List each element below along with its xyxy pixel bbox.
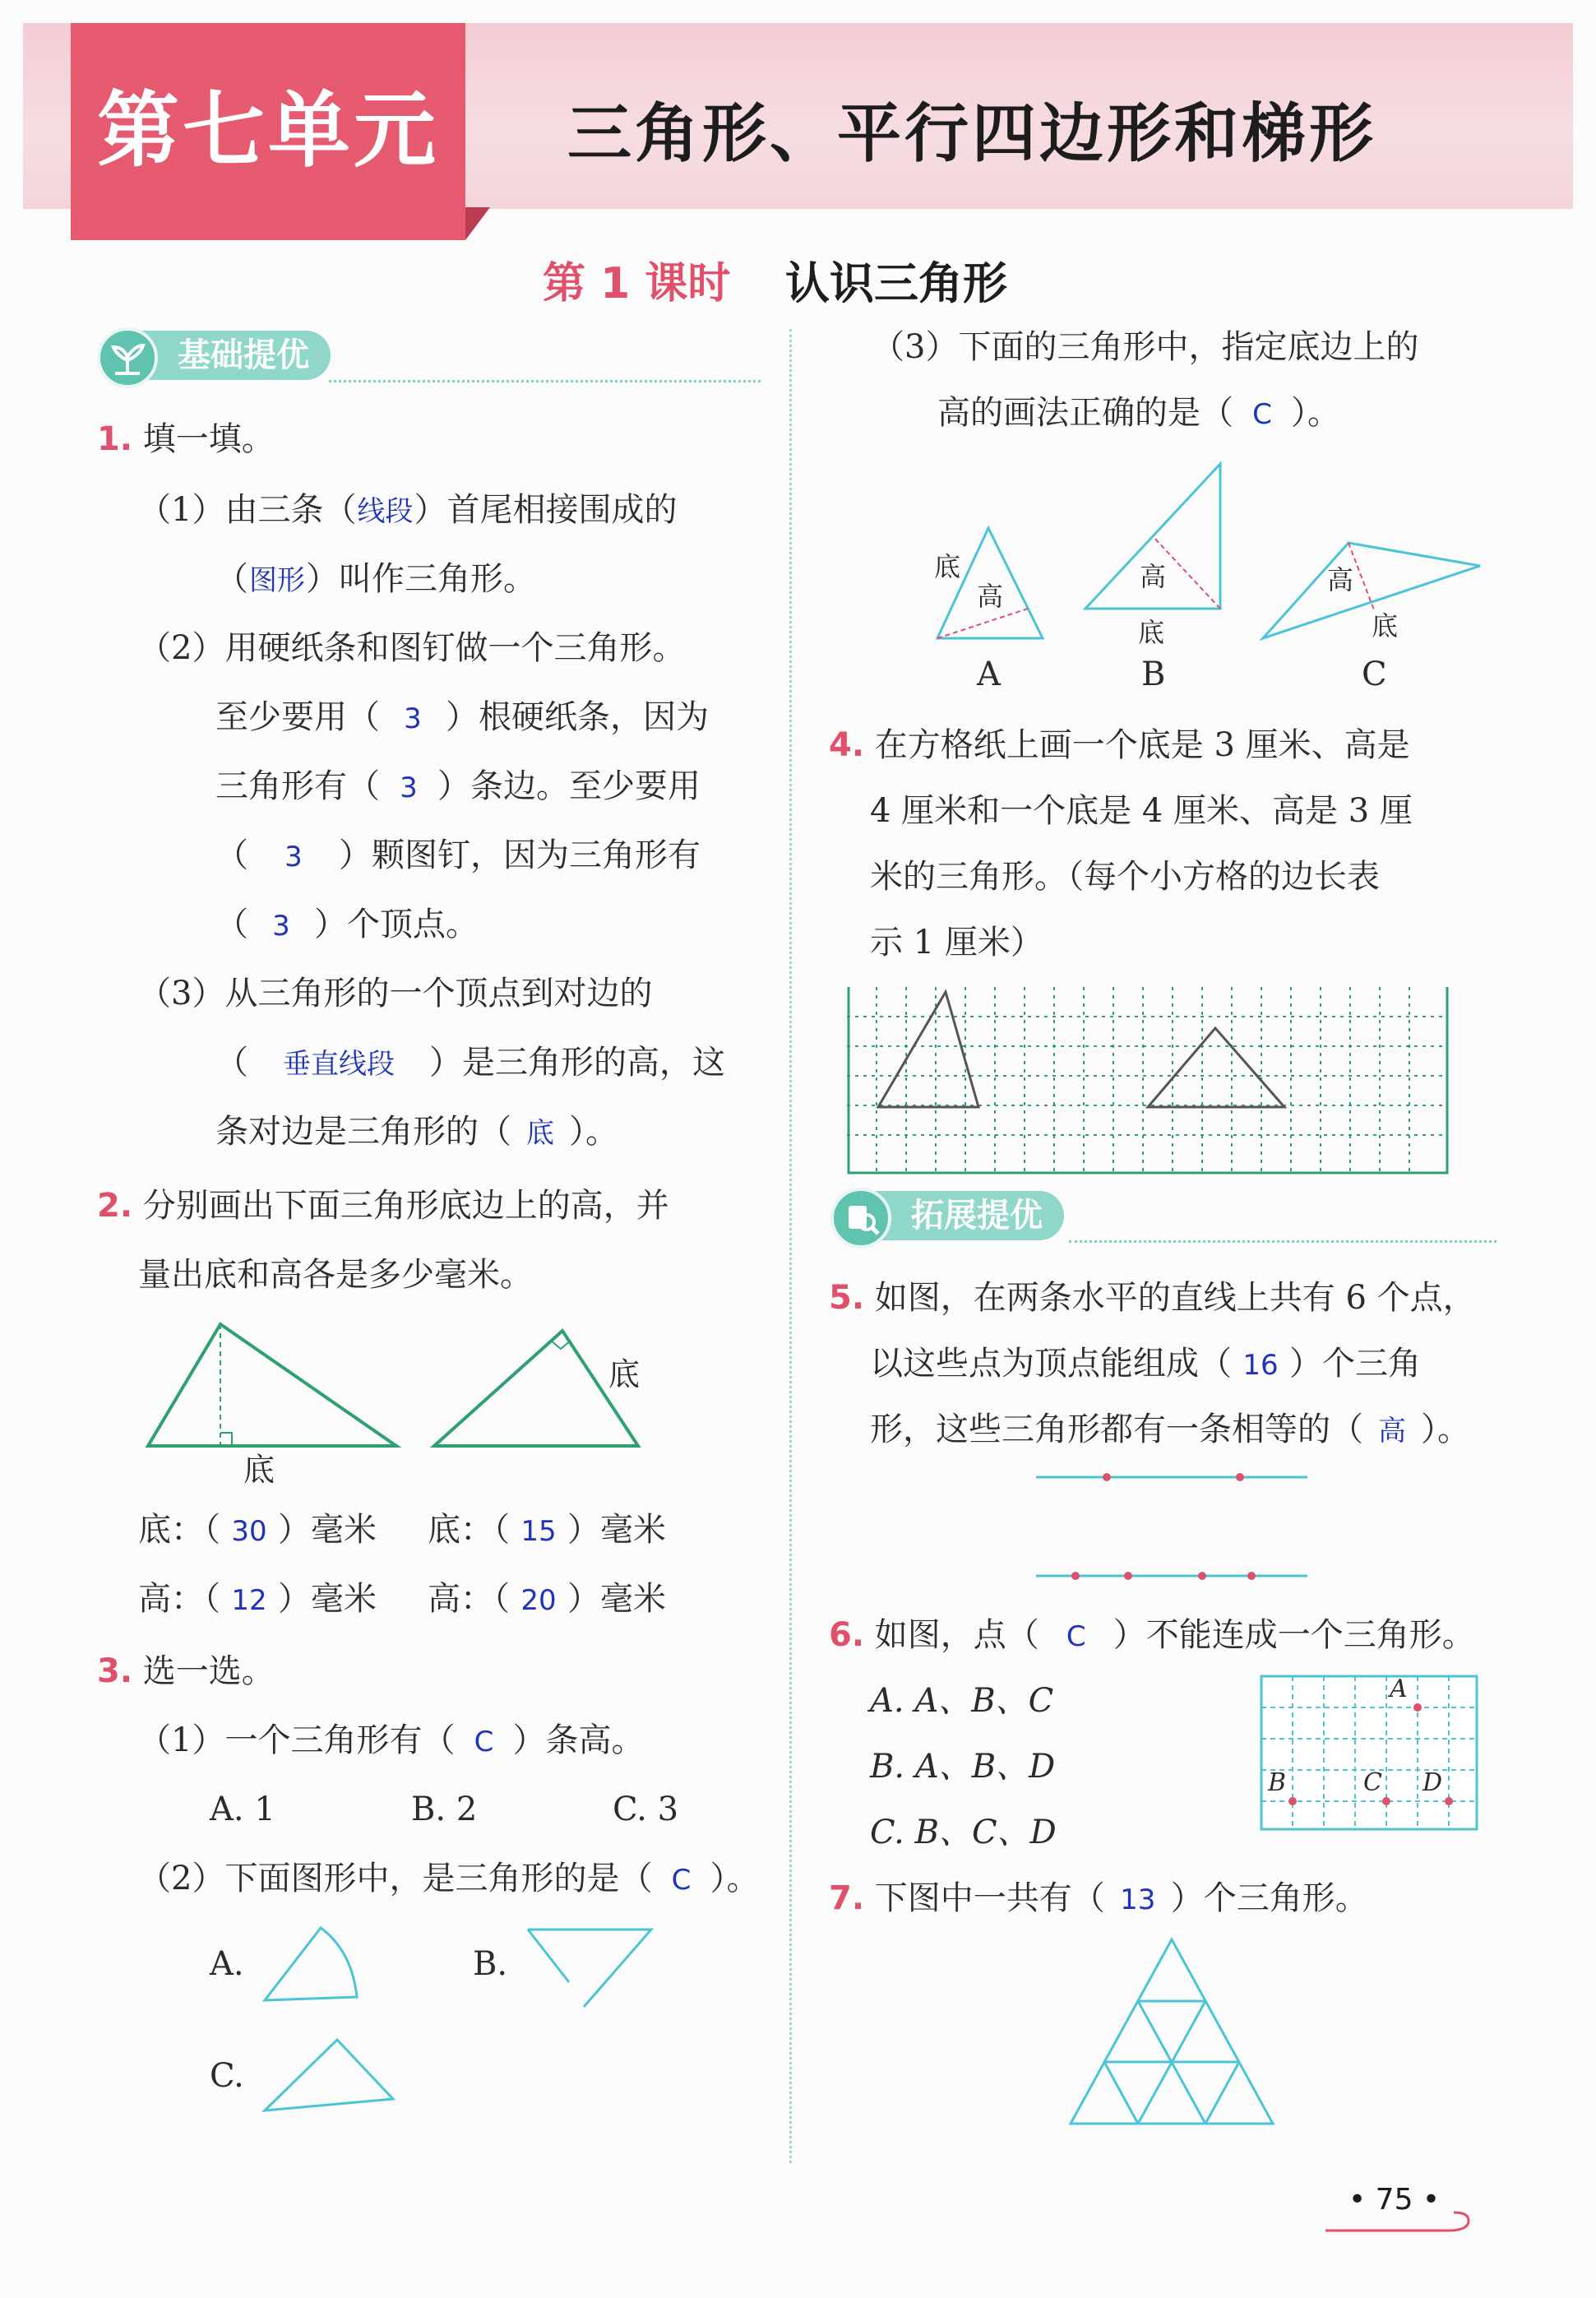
- point: [1103, 1473, 1111, 1481]
- answer: 12: [231, 1584, 267, 1617]
- q2-row2-right: 高：（ 20 ）毫米: [428, 1574, 666, 1625]
- lesson-number: 第 1 课时: [543, 259, 731, 308]
- q3-option-b: B. 2: [411, 1791, 478, 1828]
- q4-triangle-1: [878, 992, 978, 1107]
- q2-triangle-left: [148, 1324, 396, 1446]
- q1-number: 1.: [97, 420, 133, 458]
- page-number: • 75 •: [1349, 2183, 1441, 2217]
- answer: 底: [526, 1117, 554, 1150]
- answer: 3: [285, 841, 303, 873]
- section-divider-line: [329, 380, 761, 382]
- q4-grid-paper: [847, 987, 1455, 1178]
- q1-part2-line4: （ 3 ）颗图钉，因为三角形有: [215, 831, 701, 882]
- q3-option-c: C. 3: [613, 1791, 679, 1828]
- point: [1247, 1572, 1256, 1580]
- q3-title: 3. 选一选。: [97, 1652, 275, 1690]
- answer: 图形: [249, 564, 305, 597]
- q3-open-shape-edge: [528, 1930, 569, 1982]
- q2-triangle-right: [434, 1331, 641, 1446]
- q6-option-a: A. A、B、C: [870, 1682, 1054, 1720]
- q1-part3-line3: 条对边是三角形的（ 底 ）。: [215, 1107, 618, 1158]
- tri-b-base-label: 底: [1138, 617, 1165, 648]
- answer: C: [1252, 398, 1272, 431]
- tri-c-base-label: 底: [1372, 610, 1399, 642]
- q6-point-a-label: A: [1390, 1675, 1408, 1703]
- q4-number: 4.: [829, 726, 865, 764]
- q1-title: [97, 415, 275, 464]
- point-d: [1445, 1797, 1453, 1805]
- q6-point-c-label: C: [1363, 1768, 1382, 1797]
- section-extend-badge: 拓展提优: [839, 1191, 1064, 1240]
- q3-shape-a-label: A.: [210, 1945, 244, 1983]
- q3-sector-shape: [265, 1928, 357, 2000]
- q6-option-b: B. A、B、D: [870, 1748, 1056, 1786]
- q3-triangle-shape: [265, 2040, 393, 2110]
- q3-shapes-figure: [255, 1908, 666, 2122]
- unit-title: 第七单元: [97, 82, 439, 178]
- q1-part3-line2: （ 垂直线段 ）是三角形的高，这: [215, 1038, 725, 1089]
- answer: C: [474, 1726, 494, 1758]
- q6-grid-figure: [1260, 1675, 1480, 1832]
- tri-a-base-label: 底: [934, 551, 961, 582]
- q3-shape-b-label: B.: [473, 1945, 508, 1983]
- q3-option-a: A. 1: [210, 1791, 275, 1828]
- tri-c-label: C: [1362, 656, 1387, 693]
- q3-number: 3.: [97, 1652, 133, 1690]
- answer: 3: [404, 702, 422, 735]
- q1-part2-line1: （2）用硬纸条和图钉做一个三角形。: [138, 629, 686, 667]
- q4-line3: 米的三角形。（每个小方格的边长表: [870, 858, 1380, 896]
- q7-line: 7. 下图中一共有（ 13 ）个三角形。: [829, 1874, 1368, 1925]
- q5-line2: 以这些点为顶点能组成（ 16 ）个三角: [870, 1339, 1421, 1390]
- unit-box-fold: [465, 207, 490, 240]
- answer: 线段: [357, 495, 414, 528]
- magnifier-icon: [830, 1188, 891, 1249]
- q2-base-label-right: 底: [608, 1356, 641, 1392]
- right-angle-mark: [220, 1433, 232, 1446]
- point: [1071, 1572, 1080, 1580]
- q1-part3-line1: （3）从三角形的一个顶点到对边的: [138, 975, 653, 1012]
- q2-line2: 量出底和高各是多少毫米。: [138, 1256, 533, 1294]
- q4-line2: 4 厘米和一个底是 4 厘米、高是 3 厘: [870, 792, 1413, 830]
- q7-triangle-lines: [1071, 1939, 1273, 2124]
- answer: 垂直线段: [283, 1048, 395, 1081]
- q3-height-triangles-figure: [921, 452, 1497, 666]
- q1-part1-line2: （图形）叫作三角形。: [215, 554, 536, 605]
- q2-line1: 2. 分别画出下面三角形底边上的高，并: [97, 1187, 669, 1225]
- q6-point-d-label: D: [1423, 1768, 1443, 1797]
- q6-option-c: C. B、C、D: [870, 1814, 1057, 1851]
- q7-triangle-figure: [1061, 1933, 1283, 2130]
- answer: 3: [400, 771, 418, 804]
- q3-part2: （2）下面图形中，是三角形的是（ C ）。: [138, 1854, 759, 1905]
- grid-lines: [847, 987, 1447, 1173]
- point-c: [1382, 1797, 1390, 1805]
- q3-shape-c-label: C.: [210, 2057, 244, 2095]
- q6-grid-border: [1261, 1676, 1477, 1829]
- grid-border: [849, 987, 1447, 1173]
- q2-base-label-left: 底: [243, 1452, 275, 1488]
- tri-c-height-label: 高: [1327, 564, 1354, 595]
- answer: 高: [1378, 1415, 1406, 1448]
- page-number-swoosh: [1324, 2208, 1480, 2240]
- answer: 30: [231, 1515, 267, 1548]
- q5-number: 5.: [829, 1279, 865, 1317]
- q6-number: 6.: [829, 1616, 865, 1654]
- answer: C: [1066, 1620, 1086, 1653]
- answer: 13: [1120, 1883, 1156, 1916]
- point-b: [1288, 1797, 1297, 1805]
- q5-line3: 形，这些三角形都有一条相等的（ 高 ）。: [870, 1405, 1470, 1456]
- q7-number: 7.: [829, 1879, 865, 1917]
- tri-b-height-label: 高: [1140, 561, 1167, 592]
- q4-line1: 4. 在方格纸上画一个底是 3 厘米、高是: [829, 726, 1410, 764]
- answer: C: [671, 1864, 692, 1897]
- sprout-icon: [97, 327, 158, 388]
- answer: 16: [1242, 1349, 1279, 1382]
- point: [1236, 1473, 1244, 1481]
- answer: 20: [520, 1584, 557, 1617]
- section-divider-line: [1069, 1240, 1497, 1243]
- q3-part3-line2: 高的画法正确的是（ C ）。: [937, 388, 1340, 439]
- q2-row1-right: 底：（ 15 ）毫米: [428, 1505, 666, 1556]
- q1-part1-line1: （1）由三条（线段）首尾相接围成的: [138, 485, 677, 536]
- lesson-title: 认识三角形: [785, 257, 1007, 309]
- q1-part2-line2: 至少要用（ 3 ）根硬纸条，因为: [215, 693, 709, 744]
- q3-part3-line1: （3）下面的三角形中，指定底边上的: [872, 328, 1419, 366]
- q4-line4: 示 1 厘米）: [870, 924, 1043, 961]
- answer: 3: [272, 910, 290, 943]
- q2-row1-left: 底：（ 30 ）毫米: [138, 1505, 377, 1556]
- tri-a-label: A: [977, 656, 1001, 693]
- q1-title-text: 填一填。: [142, 420, 275, 458]
- q5-line1: 5. 如图，在两条水平的直线上共有 6 个点，: [829, 1279, 1476, 1317]
- right-angle-mark: [551, 1341, 571, 1349]
- point-a: [1413, 1703, 1422, 1712]
- q2-triangles-figure: [132, 1308, 666, 1489]
- unit-subtitle: 三角形、平行四边形和梯形: [567, 97, 1377, 171]
- point: [1198, 1572, 1206, 1580]
- q6-point-b-label: B: [1268, 1768, 1287, 1797]
- q3-open-shape: [528, 1930, 651, 2007]
- tri-a-height-label: 高: [977, 581, 1004, 612]
- q1-part2-line3: 三角形有（ 3 ）条边。至少要用: [215, 762, 701, 813]
- section-basic-badge: 基础提优: [105, 331, 331, 380]
- q1-part2-line5: （ 3 ）个顶点。: [215, 900, 479, 951]
- q4-triangle-2: [1148, 1028, 1284, 1107]
- point: [1124, 1572, 1132, 1580]
- answer: 15: [520, 1515, 557, 1548]
- q5-parallel-lines-figure: [1036, 1464, 1316, 1587]
- tri-b-label: B: [1141, 656, 1166, 693]
- q3-part1: （1）一个三角形有（ C ）条高。: [138, 1716, 644, 1767]
- q2-number: 2.: [97, 1187, 133, 1225]
- column-divider: [789, 329, 792, 2163]
- q2-row2-left: 高：（ 12 ）毫米: [138, 1574, 377, 1625]
- q6-line1: 6. 如图，点（ C ）不能连成一个三角形。: [829, 1610, 1475, 1661]
